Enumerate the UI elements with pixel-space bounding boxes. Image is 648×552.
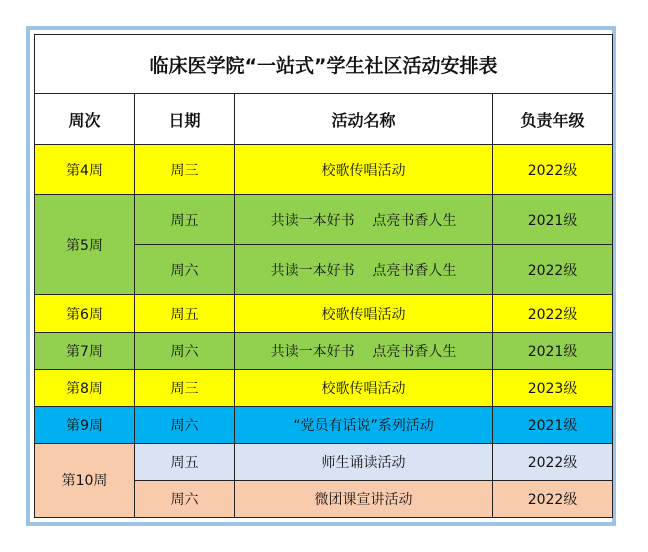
activity-cell: 共读一本好书 点亮书香人生 (235, 245, 493, 295)
day-cell: 周五 (135, 195, 235, 245)
day-cell: 周六 (135, 406, 235, 443)
day-cell: 周五 (135, 295, 235, 332)
day-cell: 周五 (135, 443, 235, 480)
activity-cell: 校歌传唱活动 (235, 145, 493, 195)
table-row (35, 145, 613, 195)
grade-cell: 2021级 (493, 332, 613, 369)
activity-cell: 校歌传唱活动 (235, 369, 493, 406)
day-cell: 周六 (135, 245, 235, 295)
week-cell: 第10周 (35, 443, 135, 517)
grade-cell: 2022级 (493, 245, 613, 295)
table-row (35, 369, 613, 406)
day-cell: 周六 (135, 480, 235, 517)
week-cell: 第8周 (35, 369, 135, 406)
header-date: 日期 (135, 94, 235, 145)
table-row (35, 332, 613, 369)
week-cell: 第9周 (35, 406, 135, 443)
grade-cell: 2023级 (493, 369, 613, 406)
activity-cell: 共读一本好书 点亮书香人生 (235, 195, 493, 245)
table-title: 临床医学院“一站式”学生社区活动安排表 (35, 35, 613, 94)
grade-cell: 2021级 (493, 406, 613, 443)
table-row (35, 406, 613, 443)
activity-cell: 微团课宣讲活动 (235, 480, 493, 517)
header-row (35, 94, 613, 145)
week-cell: 第5周 (35, 195, 135, 295)
header-grade: 负责年级 (493, 94, 613, 145)
activity-cell: 共读一本好书 点亮书香人生 (235, 332, 493, 369)
grade-cell: 2022级 (493, 480, 613, 517)
activity-cell: 校歌传唱活动 (235, 295, 493, 332)
grade-cell: 2022级 (493, 295, 613, 332)
week-cell: 第6周 (35, 295, 135, 332)
week-cell: 第7周 (35, 332, 135, 369)
table-row (35, 443, 613, 480)
header-week: 周次 (35, 94, 135, 145)
header-activity: 活动名称 (235, 94, 493, 145)
grade-cell: 2021级 (493, 195, 613, 245)
activity-schedule-table (34, 34, 613, 518)
activity-cell: 师生诵读活动 (235, 443, 493, 480)
table-row (35, 195, 613, 245)
day-cell: 周三 (135, 145, 235, 195)
grade-cell: 2022级 (493, 145, 613, 195)
activity-cell: “党员有话说”系列活动 (235, 406, 493, 443)
week-cell: 第4周 (35, 145, 135, 195)
day-cell: 周六 (135, 332, 235, 369)
day-cell: 周三 (135, 369, 235, 406)
table-row (35, 295, 613, 332)
grade-cell: 2022级 (493, 443, 613, 480)
